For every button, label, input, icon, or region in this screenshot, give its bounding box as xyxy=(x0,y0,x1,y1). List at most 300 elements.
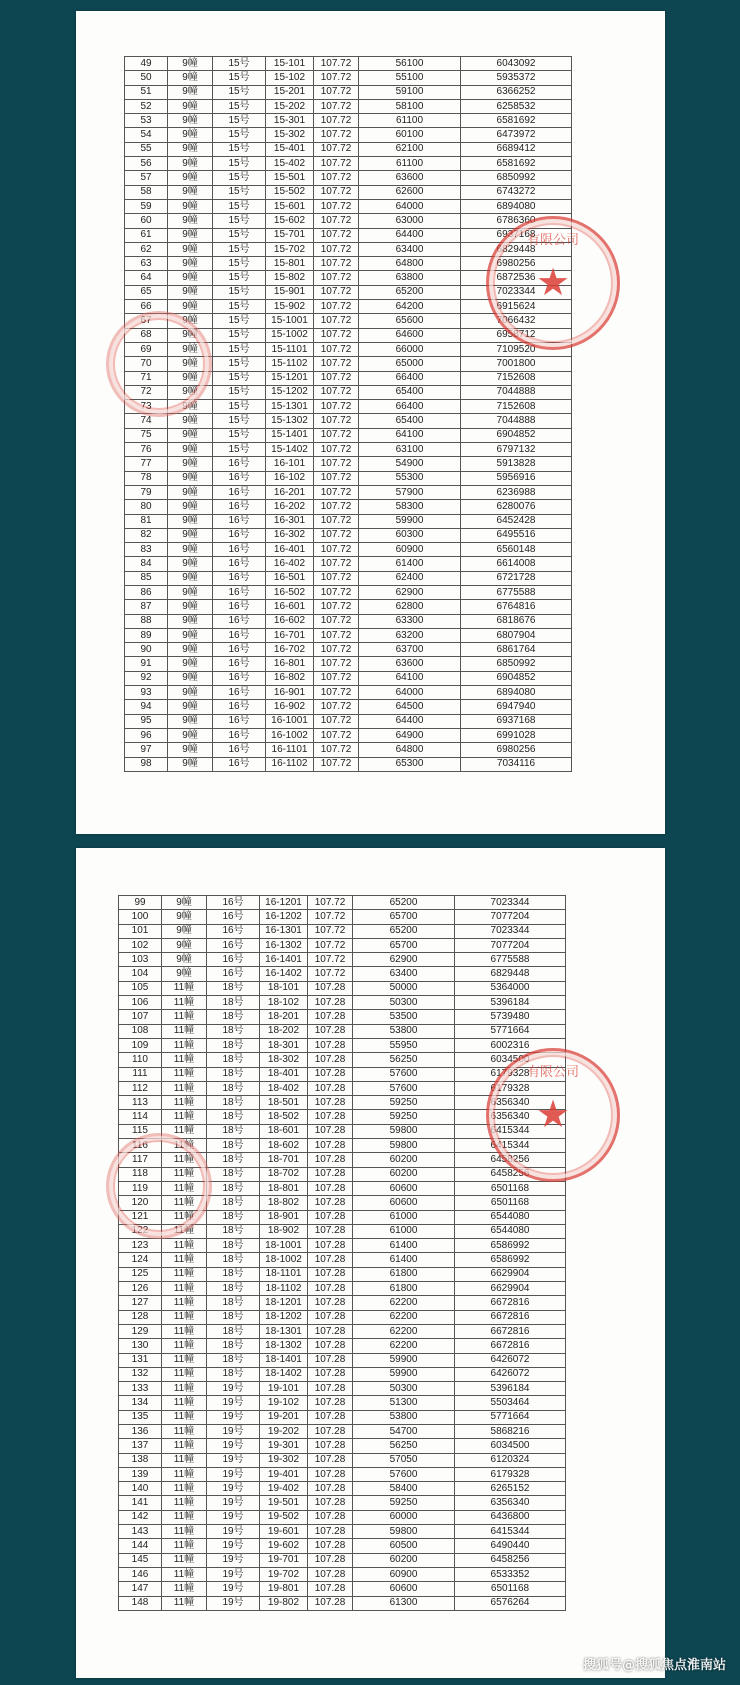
table-cell: 18号 xyxy=(207,1139,260,1153)
table-cell: 61400 xyxy=(353,1253,455,1267)
table-cell: 107.28 xyxy=(308,1110,353,1124)
table-cell: 19号 xyxy=(207,1424,260,1438)
table-row xyxy=(119,1139,566,1153)
table-row xyxy=(119,1181,566,1195)
table-cell: 6034500 xyxy=(455,1439,566,1453)
table-row xyxy=(125,485,572,499)
table-cell: 53800 xyxy=(353,1410,455,1424)
table-cell: 6818676 xyxy=(461,614,572,628)
table-cell: 62900 xyxy=(359,585,461,599)
table-cell: 19-402 xyxy=(260,1482,308,1496)
table-cell: 5913828 xyxy=(461,457,572,471)
table-cell: 107.28 xyxy=(308,1596,353,1610)
table-cell: 64600 xyxy=(359,328,461,342)
table-cell: 16号 xyxy=(213,628,266,642)
table-cell: 15-102 xyxy=(266,71,314,85)
table-cell: 15号 xyxy=(213,242,266,256)
table-cell: 15号 xyxy=(213,99,266,113)
table-cell: 6366252 xyxy=(461,85,572,99)
table-cell: 100 xyxy=(119,910,162,924)
table-cell: 11幢 xyxy=(162,1253,207,1267)
table-cell: 15-702 xyxy=(266,242,314,256)
table-cell: 18-501 xyxy=(260,1096,308,1110)
table-cell: 65600 xyxy=(359,314,461,328)
table-cell: 18-901 xyxy=(260,1210,308,1224)
table-cell: 16号 xyxy=(213,743,266,757)
table-cell: 130 xyxy=(119,1339,162,1353)
table-cell: 107.72 xyxy=(308,938,353,952)
table-cell: 7044888 xyxy=(461,385,572,399)
table-cell: 107.28 xyxy=(308,1539,353,1553)
table-cell: 58 xyxy=(125,185,168,199)
table-cell: 109 xyxy=(119,1038,162,1052)
table-cell: 19号 xyxy=(207,1510,260,1524)
table-row xyxy=(125,757,572,771)
table-row xyxy=(125,543,572,557)
table-cell: 7034116 xyxy=(461,757,572,771)
table-cell: 63100 xyxy=(359,443,461,457)
table-cell: 6689412 xyxy=(461,142,572,156)
table-cell: 15号 xyxy=(213,257,266,271)
table-cell: 5503464 xyxy=(455,1396,566,1410)
table-cell: 9幢 xyxy=(168,628,213,642)
table-cell: 16-902 xyxy=(266,700,314,714)
table-cell: 18号 xyxy=(207,1367,260,1381)
table-cell: 107.72 xyxy=(314,128,359,142)
table-cell: 6581692 xyxy=(461,114,572,128)
table-cell: 16号 xyxy=(207,953,260,967)
table-cell: 7001800 xyxy=(461,357,572,371)
table-cell: 15-902 xyxy=(266,300,314,314)
table-cell: 107.28 xyxy=(308,1024,353,1038)
table-row xyxy=(125,214,572,228)
table-cell: 89 xyxy=(125,628,168,642)
table-row xyxy=(119,1539,566,1553)
table-cell: 63600 xyxy=(359,171,461,185)
table-cell: 6786360 xyxy=(461,214,572,228)
table-cell: 107.28 xyxy=(308,1453,353,1467)
table-cell: 15-1002 xyxy=(266,328,314,342)
table-cell: 19号 xyxy=(207,1553,260,1567)
table-row xyxy=(119,1553,566,1567)
table-cell: 9幢 xyxy=(168,300,213,314)
table-row xyxy=(119,1224,566,1238)
table-row xyxy=(119,1081,566,1095)
table-cell: 65400 xyxy=(359,385,461,399)
table-cell: 5364000 xyxy=(455,981,566,995)
table-cell: 85 xyxy=(125,571,168,585)
table-cell: 16-801 xyxy=(266,657,314,671)
table-cell: 107.72 xyxy=(314,471,359,485)
table-cell: 6672816 xyxy=(455,1310,566,1324)
table-cell: 5739480 xyxy=(455,1010,566,1024)
table-cell: 63700 xyxy=(359,643,461,657)
table-row xyxy=(119,1296,566,1310)
table-cell: 107.72 xyxy=(314,443,359,457)
table-cell: 18号 xyxy=(207,1282,260,1296)
table-cell: 18-1002 xyxy=(260,1253,308,1267)
table-cell: 6937168 xyxy=(461,228,572,242)
table-cell: 6452428 xyxy=(461,514,572,528)
table-cell: 16号 xyxy=(213,471,266,485)
table-cell: 11幢 xyxy=(162,981,207,995)
table-cell: 6490440 xyxy=(455,1539,566,1553)
table-cell: 131 xyxy=(119,1353,162,1367)
table-row xyxy=(119,1239,566,1253)
table-cell: 18-402 xyxy=(260,1081,308,1095)
table-row xyxy=(125,457,572,471)
table-cell: 11幢 xyxy=(162,1482,207,1496)
table-cell: 6672816 xyxy=(455,1296,566,1310)
table-cell: 60300 xyxy=(359,528,461,542)
table-cell: 16-301 xyxy=(266,514,314,528)
table-cell: 15号 xyxy=(213,285,266,299)
table-cell: 65400 xyxy=(359,414,461,428)
table-cell: 6915624 xyxy=(461,300,572,314)
table-cell: 18-1201 xyxy=(260,1296,308,1310)
table-cell: 69 xyxy=(125,342,168,356)
table-cell: 18-1001 xyxy=(260,1239,308,1253)
table-cell: 107.28 xyxy=(308,1296,353,1310)
table-cell: 15号 xyxy=(213,228,266,242)
table-cell: 18号 xyxy=(207,1296,260,1310)
table-cell: 105 xyxy=(119,981,162,995)
table-cell: 107.72 xyxy=(314,757,359,771)
table-row xyxy=(125,400,572,414)
table-cell: 107.72 xyxy=(314,199,359,213)
table-cell: 56100 xyxy=(359,57,461,71)
table-cell: 11幢 xyxy=(162,1296,207,1310)
table-cell: 60900 xyxy=(359,543,461,557)
table-cell: 107.72 xyxy=(308,910,353,924)
table-cell: 92 xyxy=(125,671,168,685)
table-cell: 16-501 xyxy=(266,571,314,585)
table-cell: 59900 xyxy=(359,514,461,528)
table-cell: 16号 xyxy=(213,643,266,657)
table-cell: 16号 xyxy=(213,757,266,771)
table-row xyxy=(119,896,566,910)
table-cell: 107.72 xyxy=(314,300,359,314)
table-row xyxy=(119,1124,566,1138)
table-cell: 16号 xyxy=(213,571,266,585)
table-cell: 146 xyxy=(119,1567,162,1581)
table-cell: 15-101 xyxy=(266,57,314,71)
table-cell: 107.72 xyxy=(314,400,359,414)
table-row xyxy=(125,528,572,542)
table-cell: 107.28 xyxy=(308,1496,353,1510)
table-cell: 55950 xyxy=(353,1038,455,1052)
table-cell: 75 xyxy=(125,428,168,442)
table-cell: 66 xyxy=(125,300,168,314)
table-row xyxy=(119,1096,566,1110)
table-cell: 96 xyxy=(125,728,168,742)
table-cell: 66400 xyxy=(359,400,461,414)
table-cell: 66400 xyxy=(359,371,461,385)
table-cell: 116 xyxy=(119,1139,162,1153)
table-cell: 18号 xyxy=(207,1324,260,1338)
document-page-2 xyxy=(76,848,665,1678)
table-cell: 138 xyxy=(119,1453,162,1467)
table-cell: 107.72 xyxy=(314,671,359,685)
table-cell: 61 xyxy=(125,228,168,242)
table-cell: 59100 xyxy=(359,85,461,99)
table-cell: 18-202 xyxy=(260,1024,308,1038)
table-cell: 60200 xyxy=(353,1553,455,1567)
table-cell: 62200 xyxy=(353,1296,455,1310)
table-cell: 11幢 xyxy=(162,1539,207,1553)
table-cell: 15号 xyxy=(213,314,266,328)
table-row xyxy=(119,1467,566,1481)
table-cell: 60200 xyxy=(353,1153,455,1167)
table-cell: 107.28 xyxy=(308,1224,353,1238)
table-cell: 19号 xyxy=(207,1410,260,1424)
table-cell: 15号 xyxy=(213,357,266,371)
table-row xyxy=(125,728,572,742)
table-row xyxy=(119,1439,566,1453)
table-cell: 15号 xyxy=(213,171,266,185)
table-cell: 107.72 xyxy=(314,342,359,356)
table-cell: 64 xyxy=(125,271,168,285)
table-cell: 11幢 xyxy=(162,1596,207,1610)
table-cell: 6560148 xyxy=(461,543,572,557)
table-cell: 18号 xyxy=(207,1339,260,1353)
table-cell: 11幢 xyxy=(162,1096,207,1110)
table-cell: 9幢 xyxy=(168,228,213,242)
table-cell: 11幢 xyxy=(162,1410,207,1424)
table-cell: 18-502 xyxy=(260,1110,308,1124)
table-cell: 63 xyxy=(125,257,168,271)
table-cell: 19号 xyxy=(207,1525,260,1539)
table-cell: 9幢 xyxy=(168,114,213,128)
table-cell: 9幢 xyxy=(168,99,213,113)
table-cell: 65 xyxy=(125,285,168,299)
table-cell: 107.28 xyxy=(308,1424,353,1438)
table-cell: 6807904 xyxy=(461,628,572,642)
table-cell: 9幢 xyxy=(168,57,213,71)
table-row xyxy=(125,257,572,271)
table-cell: 135 xyxy=(119,1410,162,1424)
table-row xyxy=(119,1496,566,1510)
table-cell: 11幢 xyxy=(162,1167,207,1181)
table-cell: 16-1102 xyxy=(266,757,314,771)
table-cell: 57600 xyxy=(353,1067,455,1081)
table-cell: 107.72 xyxy=(314,571,359,585)
table-cell: 90 xyxy=(125,643,168,657)
table-cell: 7077204 xyxy=(455,938,566,952)
table-cell: 107.72 xyxy=(314,543,359,557)
table-cell: 11幢 xyxy=(162,1010,207,1024)
table-cell: 107.28 xyxy=(308,1310,353,1324)
table-cell: 115 xyxy=(119,1124,162,1138)
table-cell: 9幢 xyxy=(168,357,213,371)
price-table-2 xyxy=(118,895,566,1611)
table-cell: 6179328 xyxy=(455,1467,566,1481)
table-cell: 64800 xyxy=(359,257,461,271)
table-cell: 6829448 xyxy=(461,242,572,256)
table-row xyxy=(125,228,572,242)
table-cell: 9幢 xyxy=(168,142,213,156)
table-cell: 6043092 xyxy=(461,57,572,71)
table-cell: 9幢 xyxy=(168,671,213,685)
table-cell: 18-102 xyxy=(260,996,308,1010)
table-cell: 107.28 xyxy=(308,1081,353,1095)
table-cell: 60500 xyxy=(353,1539,455,1553)
table-cell: 16号 xyxy=(213,457,266,471)
table-cell: 11幢 xyxy=(162,1439,207,1453)
table-cell: 9幢 xyxy=(168,585,213,599)
table-cell: 11幢 xyxy=(162,996,207,1010)
table-cell: 19号 xyxy=(207,1567,260,1581)
table-row xyxy=(125,128,572,142)
table-row xyxy=(119,1038,566,1052)
table-cell: 15-1202 xyxy=(266,385,314,399)
table-cell: 51300 xyxy=(353,1396,455,1410)
table-cell: 99 xyxy=(119,896,162,910)
table-cell: 107.72 xyxy=(314,371,359,385)
table-cell: 9幢 xyxy=(162,924,207,938)
table-cell: 107.72 xyxy=(314,71,359,85)
table-row xyxy=(125,671,572,685)
table-cell: 16号 xyxy=(213,614,266,628)
table-cell: 18号 xyxy=(207,1353,260,1367)
table-row xyxy=(119,1382,566,1396)
table-cell: 11幢 xyxy=(162,1310,207,1324)
table-cell: 62600 xyxy=(359,185,461,199)
table-cell: 6797132 xyxy=(461,443,572,457)
table-cell: 57900 xyxy=(359,485,461,499)
table-cell: 15号 xyxy=(213,300,266,314)
table-cell: 15-201 xyxy=(266,85,314,99)
table-cell: 76 xyxy=(125,443,168,457)
table-row xyxy=(125,342,572,356)
table-cell: 16-1101 xyxy=(266,743,314,757)
table-cell: 18-801 xyxy=(260,1181,308,1195)
table-cell: 5771664 xyxy=(455,1410,566,1424)
table-cell: 64000 xyxy=(359,686,461,700)
table-cell: 6894080 xyxy=(461,199,572,213)
table-cell: 111 xyxy=(119,1067,162,1081)
table-cell: 64500 xyxy=(359,700,461,714)
table-cell: 61100 xyxy=(359,114,461,128)
table-cell: 19号 xyxy=(207,1382,260,1396)
table-cell: 6426072 xyxy=(455,1353,566,1367)
table-cell: 64000 xyxy=(359,199,461,213)
table-cell: 6501168 xyxy=(455,1196,566,1210)
table-cell: 16号 xyxy=(213,728,266,742)
table-cell: 6501168 xyxy=(455,1181,566,1195)
table-cell: 9幢 xyxy=(168,657,213,671)
table-cell: 11幢 xyxy=(162,1339,207,1353)
table-cell: 73 xyxy=(125,400,168,414)
table-cell: 16-601 xyxy=(266,600,314,614)
table-cell: 19-201 xyxy=(260,1410,308,1424)
table-cell: 11幢 xyxy=(162,1153,207,1167)
table-cell: 18-301 xyxy=(260,1038,308,1052)
table-cell: 59900 xyxy=(353,1367,455,1381)
table-cell: 59 xyxy=(125,199,168,213)
table-cell: 107.72 xyxy=(314,185,359,199)
table-cell: 9幢 xyxy=(168,557,213,571)
table-row xyxy=(125,443,572,457)
table-cell: 18号 xyxy=(207,1153,260,1167)
table-row xyxy=(125,328,572,342)
table-cell: 53800 xyxy=(353,1024,455,1038)
table-row xyxy=(125,300,572,314)
table-cell: 72 xyxy=(125,385,168,399)
table-cell: 15号 xyxy=(213,414,266,428)
table-cell: 101 xyxy=(119,924,162,938)
table-cell: 16-302 xyxy=(266,528,314,542)
table-row xyxy=(125,585,572,599)
table-cell: 18号 xyxy=(207,1267,260,1281)
table-cell: 11幢 xyxy=(162,1124,207,1138)
table-cell: 107.28 xyxy=(308,1324,353,1338)
table-cell: 114 xyxy=(119,1110,162,1124)
table-cell: 6458256 xyxy=(455,1153,566,1167)
table-cell: 107.72 xyxy=(314,57,359,71)
table-cell: 18-1202 xyxy=(260,1310,308,1324)
table-cell: 11幢 xyxy=(162,1525,207,1539)
table-cell: 107.72 xyxy=(314,257,359,271)
table-cell: 65000 xyxy=(359,357,461,371)
table-cell: 16-1201 xyxy=(260,896,308,910)
table-cell: 50300 xyxy=(353,996,455,1010)
table-cell: 6991028 xyxy=(461,728,572,742)
table-cell: 18-602 xyxy=(260,1139,308,1153)
table-cell: 11幢 xyxy=(162,1367,207,1381)
table-cell: 19号 xyxy=(207,1496,260,1510)
table-cell: 16号 xyxy=(207,924,260,938)
table-cell: 6721728 xyxy=(461,571,572,585)
table-cell: 15号 xyxy=(213,199,266,213)
table-cell: 6544080 xyxy=(455,1224,566,1238)
table-cell: 103 xyxy=(119,953,162,967)
table-cell: 19-202 xyxy=(260,1424,308,1438)
table-cell: 107.28 xyxy=(308,1167,353,1181)
table-cell: 6458256 xyxy=(455,1167,566,1181)
table-cell: 62100 xyxy=(359,142,461,156)
table-cell: 11幢 xyxy=(162,1424,207,1438)
table-row xyxy=(125,57,572,71)
table-cell: 16号 xyxy=(213,585,266,599)
table-cell: 107.72 xyxy=(314,500,359,514)
table-cell: 107.28 xyxy=(308,1510,353,1524)
table-cell: 7077204 xyxy=(455,910,566,924)
table-cell: 132 xyxy=(119,1367,162,1381)
table-cell: 141 xyxy=(119,1496,162,1510)
table-row xyxy=(125,600,572,614)
table-cell: 19-301 xyxy=(260,1439,308,1453)
table-cell: 133 xyxy=(119,1382,162,1396)
table-cell: 129 xyxy=(119,1324,162,1338)
table-cell: 6544080 xyxy=(455,1210,566,1224)
table-cell: 16号 xyxy=(213,600,266,614)
table-cell: 107.28 xyxy=(308,1239,353,1253)
table-cell: 107.72 xyxy=(314,314,359,328)
table-cell: 19-102 xyxy=(260,1396,308,1410)
table-cell: 65300 xyxy=(359,757,461,771)
table-row xyxy=(125,242,572,256)
table-cell: 6672816 xyxy=(455,1324,566,1338)
table-cell: 9幢 xyxy=(162,910,207,924)
table-cell: 107.28 xyxy=(308,1010,353,1024)
table-cell: 64800 xyxy=(359,743,461,757)
table-cell: 107.28 xyxy=(308,1196,353,1210)
table-cell: 94 xyxy=(125,700,168,714)
table-cell: 15-502 xyxy=(266,185,314,199)
table-cell: 18-1102 xyxy=(260,1282,308,1296)
table-cell: 15-302 xyxy=(266,128,314,142)
